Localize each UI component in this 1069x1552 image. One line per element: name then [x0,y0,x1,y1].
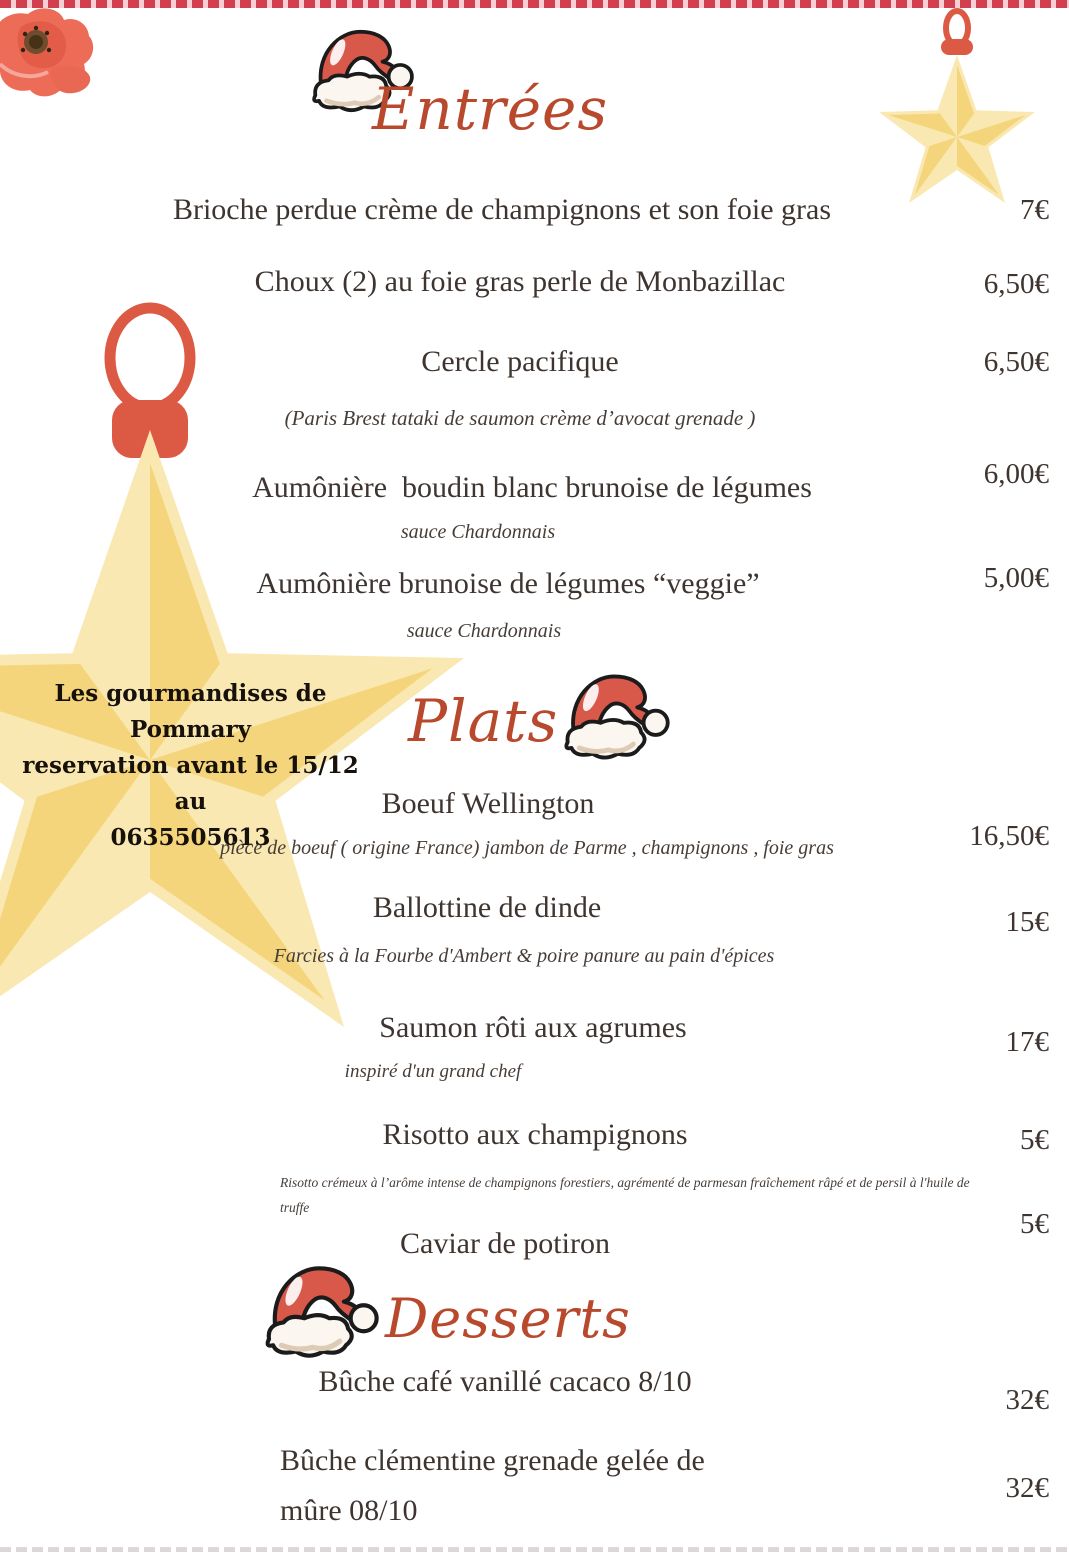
item-desc: sauce Chardonnais [406,620,562,642]
ornament-note [18,676,363,856]
item-desc: (Paris Brest tataki de saumon crème d’avocat grenade ) [284,406,756,430]
item-name: Risotto aux champignons [382,1118,688,1151]
ornament-note-line: reservation avant le 15/12 au [22,752,359,815]
item-name: Caviar de potiron [400,1227,610,1260]
item-desc: pièce de boeuf ( origine France) jambon de Parme , champignons , foie gras [220,837,834,859]
section-title-plats: Plats [408,687,559,755]
bottom-stitch-border [0,1547,1069,1552]
section-title-desserts: Desserts [385,1287,631,1350]
item-price: 6,50€ [983,268,1049,300]
item-desc: Farcies à la Fourbe d'Ambert & poire panure au pain d'épices [273,945,775,967]
ornament-note-line: 0635505613 [110,824,271,851]
item-price: 5€ [1020,1208,1049,1240]
item-price: 6,50€ [983,346,1049,378]
section-title-entrees: Entrées [372,75,609,143]
item-name: Choux (2) au foie gras perle de Monbazillac [254,265,786,298]
item-name: Saumon rôti aux agrumes [379,1011,687,1044]
item-desc: Risotto crémeux à l’arôme intense de champignons forestiers, agrémenté de parmesan fraîchement râpé et de persil à l'huile de truffe [280,1175,970,1215]
item-price: 17€ [1005,1026,1049,1058]
item-desc: inspiré d'un grand chef [344,1061,522,1082]
item-price: 6,00€ [983,458,1049,490]
item-name: Boeuf Wellington [381,787,595,820]
item-price: 32€ [1005,1472,1049,1504]
santa-hat-icon [257,1260,385,1364]
star-ornament-icon [862,2,1052,212]
item-name: Bûche café vanillé cacaco 8/10 [318,1365,692,1398]
item-price: 7€ [1020,194,1049,226]
item-name: Aumônière brunoise de légumes “veggie” [256,567,760,600]
item-desc: sauce Chardonnais [400,521,556,543]
item-name: Cercle pacifique [421,345,619,378]
item-price: 5,00€ [983,562,1049,594]
item-name: Aumônière boudin blanc brunoise de légumes [252,471,812,504]
item-price: 5€ [1020,1124,1049,1156]
item-name: Brioche perdue crème de champignons et son foie gras [172,193,832,226]
santa-hat-icon [558,668,674,766]
item-name: Ballottine de dinde [372,891,602,924]
item-name: Bûche clémentine grenade gelée de mûre 08/10 [280,1444,705,1527]
poppy-icon [0,6,97,101]
ornament-note-line: Les gourmandises de Pommary [54,680,327,743]
item-price: 15€ [1005,906,1049,938]
item-price: 32€ [1005,1384,1049,1416]
item-price: 16,50€ [969,820,1049,852]
